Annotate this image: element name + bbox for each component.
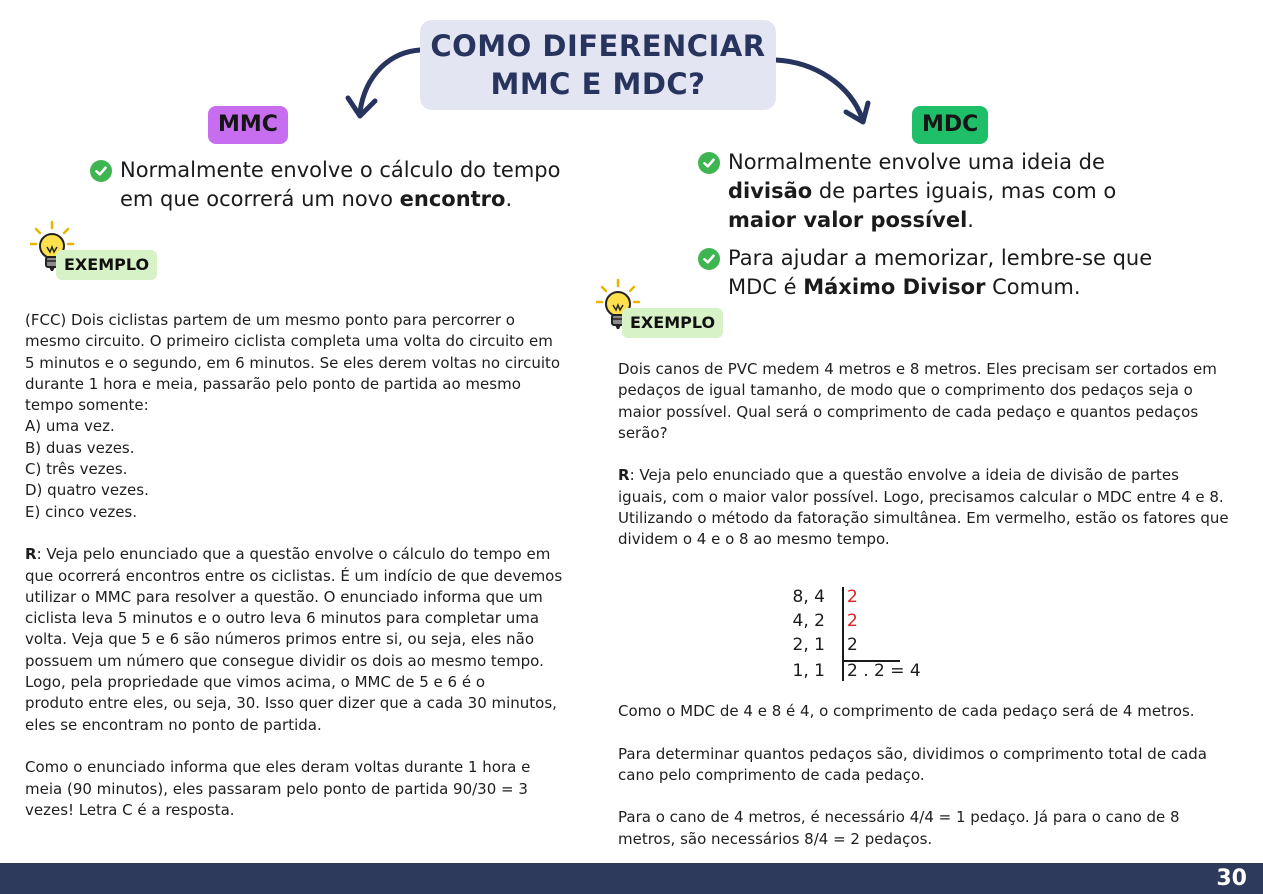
left-curved-arrow (360, 50, 420, 112)
check-circle-icon (698, 248, 720, 270)
factor-row: 4, 2 2 (792, 611, 858, 631)
factor-row: 2, 1 2 (792, 635, 858, 655)
title-line-1: COMO DIFERENCIAR (430, 29, 766, 63)
mdc-answer: R: Veja pelo enunciado que a questão envolve a ideia de divisão de partes iguais, com o maior valor possível. Logo, precisamos calcular o MDC entre 4 e 8. Utilizando o método da fatoração simultânea. Em vermelho, estão os fatores que dividem o 4 e o 8 ao mesmo tempo. (618, 466, 1229, 549)
mdc-example-header (596, 278, 723, 338)
mmc-example-header (30, 220, 157, 280)
mmc-example-body (25, 310, 580, 821)
mdc-bullet-1-text: Normalmente envolve uma ideia de divisão de partes iguais, mas com o maior valor possível. (728, 150, 1117, 232)
mdc-bullet-1 (698, 148, 1238, 235)
mmc-bullet-text: Normalmente envolve o cálculo do tempo em que ocorrerá um novo encontro. (120, 158, 561, 211)
page-title (420, 20, 776, 110)
footer-bar (0, 863, 1263, 894)
mmc-tag: MMC (208, 106, 288, 144)
mdc-bullet-2-text: Para ajudar a memorizar, lembre-se que MDC é Máximo Divisor Comum. (728, 246, 1153, 299)
right-curved-arrow (776, 60, 862, 118)
mmc-question: (FCC) Dois ciclistas partem de um mesmo ponto para percorrer o mesmo circuito. O primeiro ciclista completa uma volta do circuito em 5 minutos e o segundo, em 6 minutos. Se eles derem voltas no circuito durante 1 hora e meia, passarão pelo ponto de partida ao mesmo tempo somente: A) uma vez. B) duas vezes. C) três vezes. D) quatro vezes. E) cinco vezes. (25, 311, 561, 521)
mdc-conclusion (618, 701, 1248, 850)
mmc-example-label: EXEMPLO (56, 250, 157, 280)
mmc-answer: R: Veja pelo enunciado que a questão envolve o cálculo do tempo em que ocorrerá encontros entre os ciclistas. É um indício de que devemos utilizar o MMC para resolver a questão. O enunciado informa que um ciclista leva 5 minutos e o outro leva 6 minutos para completar uma volta. Veja que 5 e 6 são números primos entre si, ou seja, eles não possuem um número que consegue dividir os dois ao mesmo tempo. Logo, pela propriedade que vimos acima, o MMC de 5 e 6 é o produto entre eles, ou seja, 30. Isso quer dizer que a cada 30 minutos, eles se encontram no ponto de partida. (25, 545, 563, 734)
mdc-question: Dois canos de PVC medem 4 metros e 8 metros. Eles precisam ser cortados em pedaços de igual tamanho, de modo que o comprimento dos pedaços seja o maior possível. Qual será o comprimento de cada pedaço e quantos pedaços serão? (618, 360, 1217, 442)
option-e: E) cinco vezes. (25, 502, 138, 521)
mmc-conclusion: Como o enunciado informa que eles deram voltas durante 1 hora e meia (90 minutos), eles passaram pelo ponto de partida 90/30 = 3 vezes! Letra C é a resposta. (25, 758, 531, 819)
option-d: D) quatro vezes. (25, 481, 149, 500)
mdc-result: Como o MDC de 4 e 8 é 4, o comprimento de cada pedaço será de 4 metros. (618, 702, 1195, 720)
option-c: C) três vezes. (25, 460, 128, 479)
mmc-bullet (90, 156, 580, 214)
mdc-pieces-calc: Para o cano de 4 metros, é necessário 4/4 = 1 pedaço. Já para o cano de 8 metros, são necessários 8/4 = 2 pedaços. (618, 808, 1180, 848)
mdc-tag: MDC (912, 106, 988, 144)
title-line-2: MMC E MDC? (490, 67, 706, 101)
factorization-table (770, 585, 950, 685)
check-circle-icon (90, 160, 112, 182)
mdc-example-body (618, 359, 1248, 551)
check-circle-icon (698, 152, 720, 174)
page-number: 30 (1216, 866, 1247, 891)
factor-row: 8, 4 2 (792, 587, 858, 607)
factor-row: 1, 1 2 . 2 = 4 (792, 661, 921, 681)
option-b: B) duas vezes. (25, 438, 135, 457)
option-a: A) uma vez. (25, 417, 115, 436)
mdc-example-label: EXEMPLO (622, 308, 723, 338)
mdc-pieces-intro: Para determinar quantos pedaços são, dividimos o comprimento total de cada cano pelo comprimento de cada pedaço. (618, 744, 1207, 784)
mdc-bullet-2 (698, 244, 1238, 302)
